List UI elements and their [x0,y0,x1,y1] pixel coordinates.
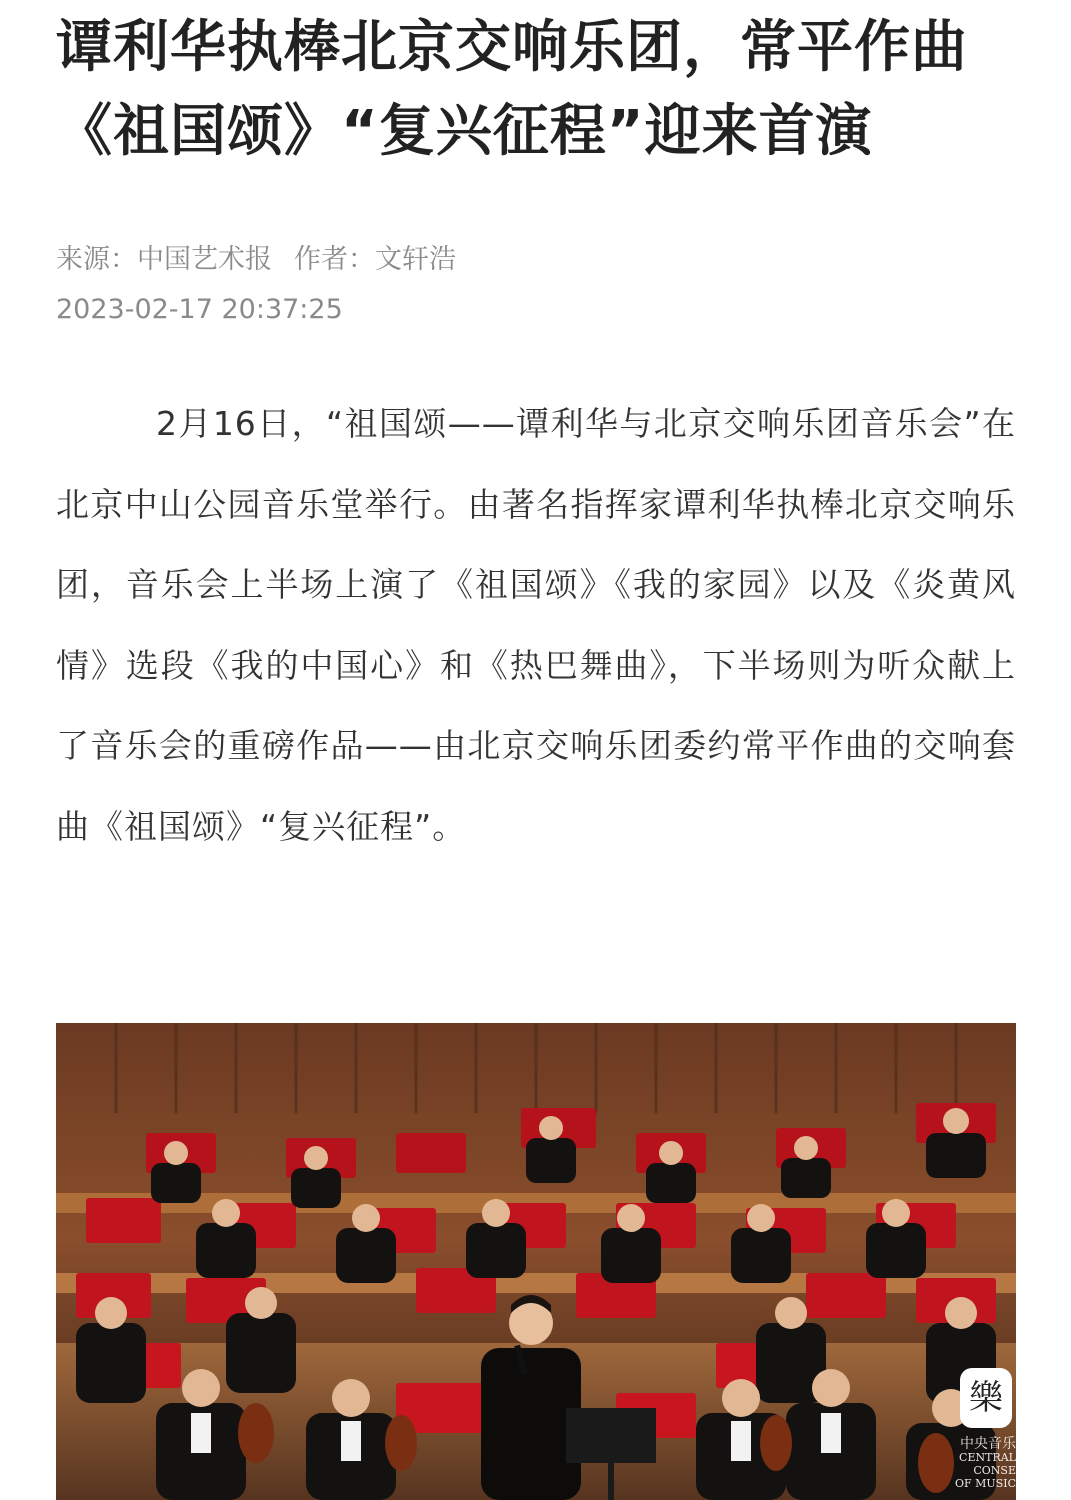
source-name: 中国艺术报 [137,244,272,275]
watermark-logo: 樂 [960,1368,1012,1428]
article-title: 谭利华执棒北京交响乐团，常平作曲《祖国颂》“复兴征程”迎来首演 [56,15,968,164]
watermark [926,1360,1016,1500]
watermark-en-1: CENTRAL CONSE [959,1451,1016,1477]
article-paragraph: 2月16日，“祖国颂——谭利华与北京交响乐团音乐会”在北京中山公园音乐堂举行。由著名指挥家谭利华执棒北京交响乐团，音乐会上半场上演了《祖国颂》《我的家园》以及《炎黄风情》选段《我的中国心》和《热巴舞曲》，下半场则为听众献上了音乐会的重磅作品——由北京交响乐团委约常平作曲的交响套曲《祖国颂》“复兴征程”。 [56,404,1016,846]
watermark-en-2: OF MUSIC [955,1477,1016,1490]
source-label: 来源： [56,244,137,275]
watermark-text [926,1438,1016,1490]
author-name: 文轩浩 [375,244,456,275]
concert-photo [56,1023,1016,1500]
publish-datetime: 2023-02-17 20:37:25 [56,294,343,325]
meta-source-line [56,238,1016,288]
orchestra-image [56,1023,1016,1500]
watermark-cn: 中央音乐 [960,1436,1016,1452]
author-label: 作者： [294,244,375,275]
article-meta [56,238,1016,338]
